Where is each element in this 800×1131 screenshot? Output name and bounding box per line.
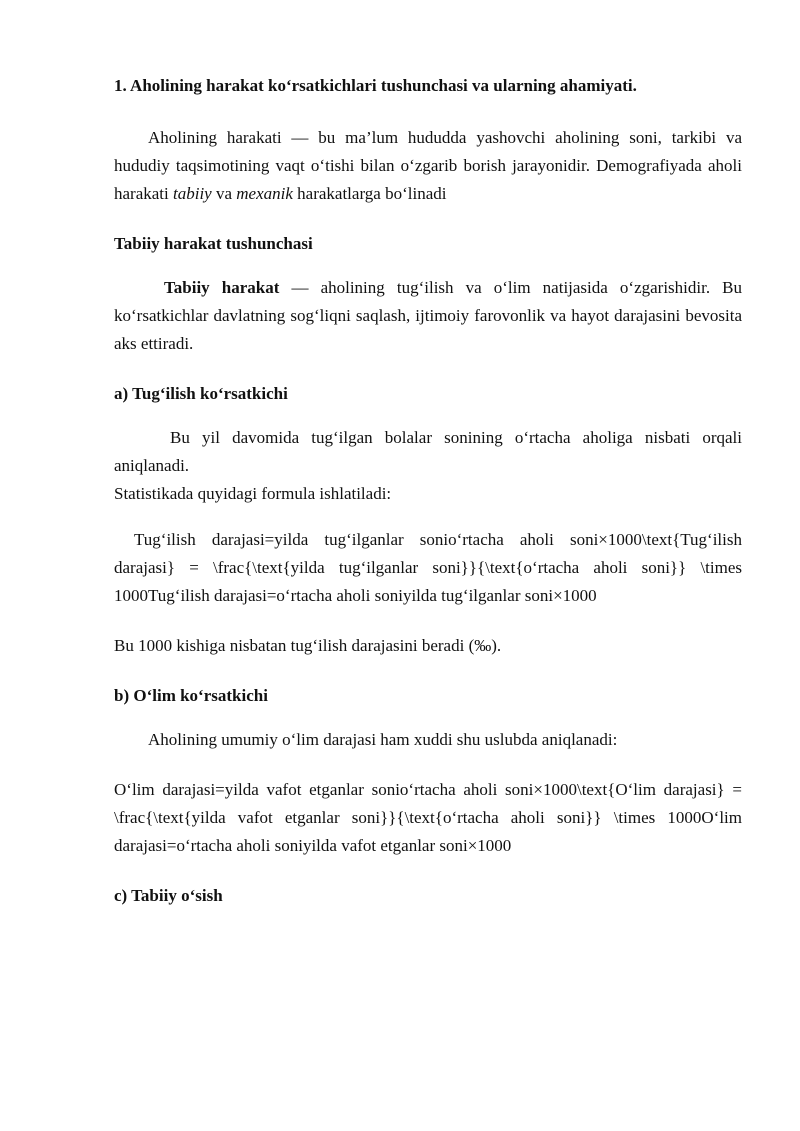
intro-emphasis-mechanical: mexanik: [236, 184, 293, 203]
birth-formula-intro: Statistikada quyidagi formula ishlatiladi:: [114, 484, 392, 503]
birth-paragraph: Bu yil davomida tug‘ilgan bolalar sonining o‘rtacha aholiga nisbati orqali aniqlanadi.: [114, 428, 742, 475]
document-page: [114, 72, 742, 910]
natural-heading: Tabiiy harakat tushunchasi: [114, 234, 313, 253]
birth-note: Bu 1000 kishiga nisbatan tug‘ilish darajasini beradi (‰).: [114, 636, 502, 655]
death-paragraph: Aholining umumiy o‘lim darajasi ham xuddi shu uslubda aniqlanadi:: [148, 730, 618, 749]
intro-text-1: Aholining harakati — bu ma’lum hududda yashovchi aholining soni, tarkibi va hududiy taqsimotining vaqt o‘tishi bilan o‘zgarib borish jarayonidir. Demografiyada aholi harakati: [114, 128, 742, 203]
intro-text-2: va: [211, 184, 237, 203]
section-title: 1. Aholining harakat ko‘rsatkichlari tushunchasi va ularning ahamiyati.: [114, 76, 637, 95]
growth-heading: c) Tabiiy o‘sish: [114, 886, 223, 905]
natural-term: Tabiiy harakat: [164, 278, 280, 297]
death-formula: O‘lim darajasi=yilda vafot etganlar sonio‘rtacha aholi soni×1000\text{O‘lim darajasi} = \frac{\text{yilda vafot etganlar soni}}{\text{o‘rtacha aholi soni}} \times 1000O‘lim darajasi=o‘rtacha aholi soniyilda vafot etganlar soni×1000: [114, 780, 742, 855]
natural-paragraph: [114, 274, 742, 358]
natural-definition: — aholining tug‘ilish va o‘lim natijasida o‘zgarishidir. Bu ko‘rsatkichlar davlatning sog‘liqni saqlash, ijtimoiy farovonlik va hayot darajasini bevosita aks ettiradi.: [114, 278, 743, 353]
birth-formula: Tug‘ilish darajasi=yilda tug‘ilganlar sonio‘rtacha aholi soni×1000\text{Tug‘ilish darajasi} = \frac{\text{yilda tug‘ilganlar soni}}{\text{o‘rtacha aholi soni}} \times 1000Tug‘ilish darajasi=o‘rtacha aholi soniyilda tug‘ilganlar soni×1000: [114, 530, 742, 605]
intro-text-3: harakatlarga bo‘linadi: [292, 184, 447, 203]
intro-emphasis-natural: tabiiy: [173, 184, 212, 203]
death-heading: b) O‘lim ko‘rsatkichi: [114, 686, 268, 705]
intro-paragraph: [114, 124, 742, 208]
birth-heading: a) Tug‘ilish ko‘rsatkichi: [114, 384, 288, 403]
